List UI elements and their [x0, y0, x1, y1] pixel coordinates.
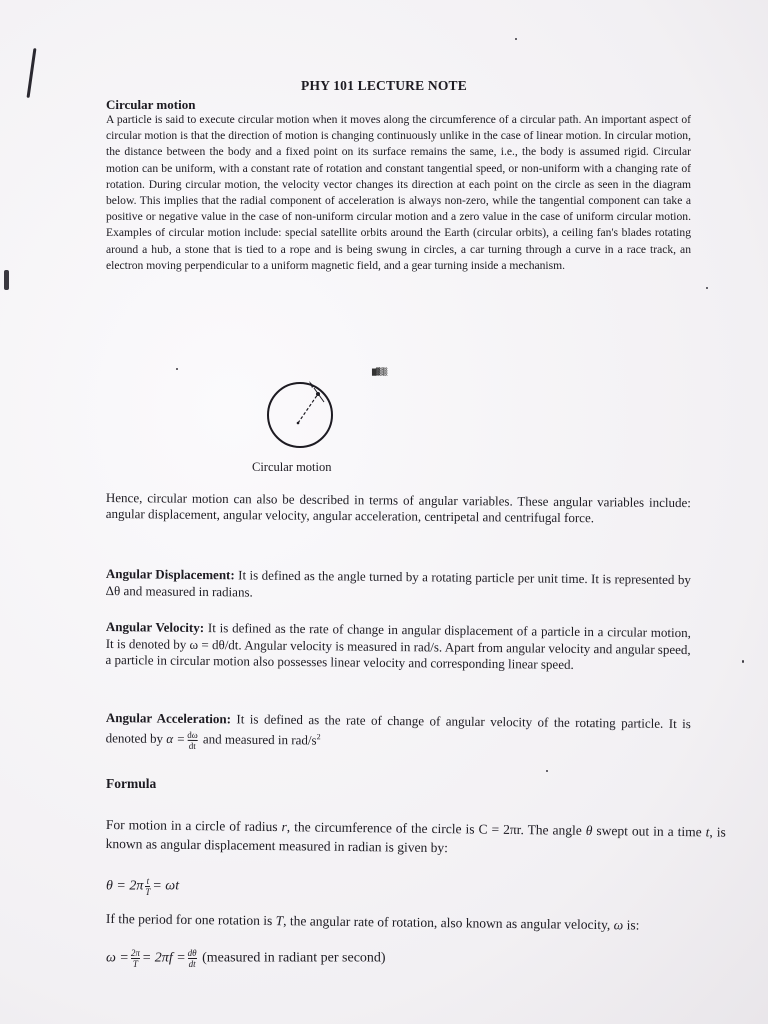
eq2-fraction-2 [188, 948, 197, 969]
circular-motion-diagram [262, 368, 342, 458]
alpha-symbol: α = [166, 730, 186, 747]
formula-text-2: , the circumference of the circle is [286, 819, 479, 837]
unit-superscript: 2 [316, 732, 321, 742]
particle [316, 392, 320, 396]
paper-speck [546, 770, 548, 772]
eq1-fraction [145, 876, 150, 897]
eq2-unit: (measured in radiant per second) [198, 950, 386, 966]
angular-acceleration-label: Angular Acceleration: [105, 709, 232, 727]
angular-displacement-paragraph [106, 565, 691, 605]
period-text-3: is: [623, 917, 640, 933]
angular-displacement-label: Angular Displacement: [105, 565, 235, 583]
period-text-2: , the angular rate of rotation, also known as angular velocity, [283, 913, 614, 933]
formula-paragraph [106, 815, 726, 861]
eq1-numerator: t [146, 876, 150, 886]
alpha-denominator: dt [188, 740, 196, 751]
period-symbol: T [275, 913, 284, 929]
omega-symbol: ω [613, 917, 624, 933]
paper-speck [706, 287, 708, 289]
eq2-fraction-1 [131, 948, 140, 969]
angular-acceleration-unit: and measured in rad/s [199, 731, 317, 748]
angular-acceleration-paragraph [106, 709, 691, 756]
eq2-denominator-2: dt [188, 959, 196, 969]
eq1-right: = ωt [152, 878, 180, 894]
eq2-middle: = 2πf = [141, 950, 186, 966]
angular-velocity-text: It is defined as the rate of change in angular displacement of a particle in a circular motion, It is denoted by ω = dθ/dt. Angular velocity is measured in rad/s. Apart from angular velocity and angular speed, a particle in circular motion also possesses linear velocity and corresponding linear speed. [105, 620, 691, 672]
section-heading: Circular motion [106, 97, 196, 112]
angular-intro-paragraph: Hence, circular motion can also be described in terms of angular variables. These angular variables include: angular displacement, angular velocity, angular acceleration, centripetal and centrifugal force. [105, 490, 691, 526]
radius-symbol: r [281, 819, 287, 835]
eq1-left: θ = 2π [106, 878, 144, 894]
radius-line [298, 394, 318, 423]
alpha-fraction [187, 730, 198, 751]
formula-text-4: swept out in a time [592, 822, 706, 840]
center-point [297, 422, 300, 425]
theta-symbol: θ [585, 822, 593, 838]
paper-speck [176, 368, 178, 370]
angular-displacement-equation [106, 876, 179, 897]
period-text-1: If the period for one rotation is [105, 910, 276, 929]
eq2-left: ω = [106, 950, 129, 966]
paper-speck [515, 38, 517, 40]
eq2-denominator-1: T [132, 959, 138, 969]
intro-paragraph: A particle is said to execute circular motion when it moves along the circumference of a circular path. An important aspect of circular motion is that the direction of motion is changing continuously unlike in the case of linear motion. In circular motion, the distance between the body and a fixed point on its surface remains the same, i.e., the body is assumed rigid. Circular motion can be uniform, with a constant rate of rotation and constant tangential speed, or non-uniform with a changing rate of rotation. During circular motion, the velocity vector changes its direction at each point on the circle as seen in the diagram below. This implies that the radial component of acceleration is always non-zero, while the tangential component can take a positive or negative value in the case of non-uniform circular motion and a zero value in the case of uniform circular motion. Examples of circular motion include: special satellite orbits around the Earth (circular orbits), a ceiling fan's blades rotating around a hub, a stone that is tied to a rope and is being swung in circles, a car turning through a curve in a race track, an electron moving perpendicular to a uniform magnetic field, and a gear turning inside a mechanism. [106, 113, 691, 272]
stamp-mark: ▇▓▒▒ [372, 368, 387, 376]
formula-text-5: , is known as angular displacement measured in radian is given by: [105, 824, 726, 856]
alpha-numerator: dω [187, 729, 198, 740]
circumference-equation: C = 2πr [478, 821, 521, 838]
eq1-denominator: T [145, 887, 151, 897]
angular-displacement-text: It is defined as the angle turned by a rotating particle per unit time. It is represented by Δθ and measured in radians. [105, 567, 691, 600]
formula-heading: Formula [106, 776, 157, 791]
page-title: PHY 101 LECTURE NOTE [301, 78, 467, 93]
angular-velocity-paragraph [105, 619, 690, 675]
eq2-numerator-1: 2π [130, 948, 140, 958]
angular-acceleration-text: It is defined as the rate of change of angular velocity of the rotating particle. It is denoted by [105, 711, 691, 746]
circle-path [268, 383, 332, 447]
paper-speck [742, 660, 744, 663]
formula-text-3: . The angle [520, 822, 586, 838]
angular-velocity-equation [106, 948, 386, 969]
time-symbol: t [705, 824, 710, 840]
angular-velocity-label: Angular Velocity: [105, 619, 205, 636]
figure-caption: Circular motion [252, 460, 332, 474]
eq2-numerator-2: dθ [187, 948, 197, 958]
paper-edge-mark [4, 270, 9, 290]
period-paragraph [106, 910, 726, 936]
formula-text-1: For motion in a circle of radius [105, 816, 282, 835]
